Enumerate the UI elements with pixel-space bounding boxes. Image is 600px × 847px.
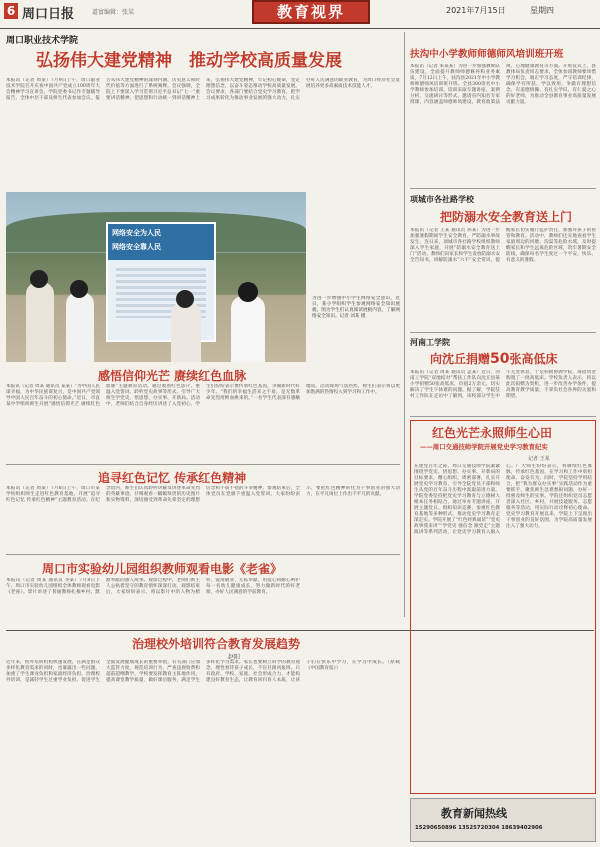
issue-weekday: 星期四 xyxy=(530,6,554,15)
main-story-headline: 弘扬伟大建党精神 推动学校高质量发展 xyxy=(36,51,342,71)
story5-headline: 治理校外培训符合教育发展趋势 xyxy=(132,637,301,651)
story2-headline: 感悟信仰光芒 赓续红色血脉 xyxy=(98,369,247,383)
hotline-title: 教育新闻热线 xyxy=(441,807,507,820)
hotline-numbers: 15290650896 13525720304 18639402906 xyxy=(415,825,543,831)
story5-byline: 赵阳 xyxy=(228,654,241,661)
right3-kicker: 河南工学院 xyxy=(410,338,450,347)
story2-body: 本报讯（记者 周某 通讯员 某某）“为中国人民谋幸福，为中华民族谋复兴，是中国共产党领导中国人民百年奋斗的初心使命。”近日，市直某中学组织师生开展“感悟信仰光芒 赓续红色血脉”主题教育活动，通过观看红色影片、重温入党誓词、聆听党史故事等形式，引导广大师生学党史、悟思想、办实事、开新局。活动中，老师们结合自身经历讲述了入党初心，学生们纷纷表示要传承红色基因，争做新时代好少年。“我们的幸福生活来之不易，是无数革命先烈用鲜血换来的。”一名学生代表深有感触地说。活动现场气氛热烈，师生们表示将以更加饱满的热情投入到学习和工作中。 xyxy=(6,384,400,407)
story4-body: 本报讯（记者 周某 通讯员 李某）7月8日下午，周口市实验幼儿园组织全体教师观看电影《老雀》。影片讲述了普通教师扎根乡村、默默奉献的感人故事。观影过程中，老师们被主人公执着坚守的教育情怀深深打动。观影结束后，大家纷纷表示，将以影片中的人物为榜样，爱岗敬业、无私奉献，用爱心和耐心呵护每一名幼儿健康成长，努力做新时代的好老师，办好人民满意的学前教育。 xyxy=(6,578,300,595)
right3-headline-num: 50 xyxy=(490,351,510,367)
right2-kicker: 项城市各社路学校 xyxy=(410,195,474,204)
hotline-banner xyxy=(410,798,596,842)
right3-headline xyxy=(430,350,580,367)
right3-body: 本报讯（记者 周某 通讯员 孟某）近日，河南工学院“双地结对”帮扶工作队向沈丘县某小学捐赠50张高低床，价值2万余元，切实解决了学生午休难的问题。据了解，学院驻村工作队在走访中了解到，该校部分学生中午无处休息，于是积极协调学院，筹措资金购置了一批高低床。学校负责人表示，将以此次捐赠为契机，进一步改善办学条件，提高教育教学质量，不辜负社会各界的关爱和期望。 xyxy=(410,370,596,399)
paper-name: 周口日报 xyxy=(22,7,75,22)
right1-headline: 扶沟中小学教师师德师风培训班开班 xyxy=(410,49,564,60)
student-figure xyxy=(171,302,201,362)
right2-body: 本报讯（记者 王某 通讯员 孙某）为进一步加强暑假期间学生安全教育，严防溺水事故发生，连日来，项城市各社路学校组织教师深入学生家庭，开展“防溺水安全教育送上门”活动。教师们向家长和学生发放防溺水安全告知书，讲解防溺水“六不”安全常识，提醒家长切实履行监护责任，加强对孩子的看管和教育。活动中，教师们还实地查看学生家庭周边的河塘、沟渠等危险水域，及时提醒家长和学生远离危险区域，筑牢暑期安全防线，确保每名学生度过一个平安、快乐、有意义的暑假。 xyxy=(410,228,596,263)
main-story-body: 本报讯（记者 周某）7月9日上午，周口职业技术学院召开庆祝中国共产党成立100周年大会精神学习宣讲会。学院党委书记作专题辅导报告，全体中层干部及师生代表参加会议。报告从伟大建党精神的深刻内涵、历史意义和时代价值等方面进行了系统阐释。会议强调，全院上下要深入学习贯彻习近平总书记“七一”重要讲话精神，把思想和行动统一到讲话精神上来，弘扬伟大建党精神，牢记初心使命，坚定理想信念，以奋斗姿态推动学校高质量发展。会议要求，各部门要结合党史学习教育，把学习成果转化为推动事业发展的强大动力，扎实办好人民满意的职业教育，为周口经济社会发展培养更多高素质技术技能人才。 xyxy=(6,78,400,101)
story3-headline: 追寻红色记忆 传承红色精神 xyxy=(98,471,247,485)
student-figure xyxy=(26,282,54,362)
right3-headline-post: 张高低床 xyxy=(509,352,558,366)
main-story-kicker: 周口职业技术学院 xyxy=(6,36,79,46)
story4-headline: 周口市实验幼儿园组织教师观看电影《老雀》 xyxy=(42,562,283,576)
right4-subhead: ——周口交通技师学院开展党史学习教育纪实 xyxy=(420,443,548,451)
story5-body: 近年来，校外培训机构快速发展，在满足群众多样化教育需求的同时，也暴露出一些问题，加重了学生课业负担和家庭经济负担。治理校外培训，是减轻学生过重学业负担、促进学生全面发展健康成长的重要举措。有关部门应加大监管力度，规范培训行为，严查违规收费和超前超纲教学。学校要发挥教育主阵地作用，提高课堂教学质量，做好课后服务，满足学生多样化学习需求。家长也要树立科学的教育观念，理性看待孩子成长，不盲目跟风报班。只有政府、学校、家庭、社会形成合力，才能构建良好教育生态，让教育回归育人本质，让孩子们在快乐中学习，在学习中成长。（原载《中国教育报》） xyxy=(6,660,400,683)
right4-headline: 红色光芒永照师生心田 xyxy=(432,426,553,440)
right4-byline: 记者 王某 xyxy=(528,456,550,462)
section-banner xyxy=(252,0,370,24)
right2-headline: 把防溺水安全教育送上门 xyxy=(440,210,573,224)
right3-headline-pre: 向沈丘捐赠 xyxy=(430,352,491,366)
student-figure xyxy=(231,296,265,362)
board-slogan-1: 网络安全为人民 xyxy=(112,229,161,237)
masthead-divider xyxy=(0,28,600,29)
student-figure xyxy=(66,292,94,362)
column-divider xyxy=(404,32,405,617)
photo-caption: 为进一步增强中小学生网络安全意识，近日，某小学组织学生参观网络安全知识展板。图为学生们认真阅读展板内容，了解网络安全知识。记者 刘某 摄 xyxy=(312,296,400,319)
right1-body: 本报讯（记者 朱某某）为进一步加强教师队伍建设，全面提升教师师德修养和业务素质，7月12日上午，扶沟县2021年中小学教师师德师风培训班开班。全县300余名中小学教师参加培训。培训采取专题讲座、案例分析、交流研讨等形式，邀请省内知名专家授课，内容涵盖师德师风建设、教育政策法规、心理健康教育等方面。开班仪式上，县教体局负责同志要求，全体参训教师要珍惜学习机会，端正学习态度，严守培训纪律，确保学有所获、学以致用，争做有理想信念、有道德情操、有扎实学识、有仁爱之心的好老师，为推动全县教育事业高质量发展贡献力量。 xyxy=(410,64,596,105)
right4-body: 在建党百年之际，周口交通技师学院紧紧围绕学党史、悟思想、办实事、开新局的目标要求，精心组织、周密部署，扎实开展党史学习教育，引导全院党员干部和师生从党的百年奋斗历程中汲取前进力量。学院党委坚持把党史学习教育与立德树人根本任务相结合，通过举办专题讲座、开展主题党日、组织知识竞赛、参观红色教育基地等多种形式，推动党史学习教育走深走实。学院开展了“红色经典诵读”“党史故事我来讲”“学党史 强信念 跟党走”主题演讲等系列活动，让党史学习教育入脑入心。广大师生纷纷表示，将赓续红色血脉，传承红色基因，在学习和工作中勇担使命、奋发有为。同时，学院坚持学用结合，把“我为群众办实事”实践活动作为重要抓手，聚焦师生急难愁盼问题，办好一批惠及师生的实事。学院还组织党员志愿者深入社区、乡村，开展技能服务、志愿服务等活动，用实际行动诠释初心使命。党史学习教育开展以来，学院上下呈现出干事创业的良好氛围，为学院高质量发展注入了强大动力。 xyxy=(414,464,592,535)
news-photo xyxy=(6,192,306,362)
masthead xyxy=(0,0,600,30)
board-slogan-2: 网络安全靠人民 xyxy=(112,243,161,251)
section-title: 教育视界 xyxy=(276,3,345,21)
editor-meta: 道富编辑：张某 xyxy=(92,9,135,16)
board-header xyxy=(108,224,214,260)
story3-body: 本报讯（记者 周某）7月8日上午，周口市某学校组织师生走进红色教育基地，开展“追寻红色记忆 传承红色精神”主题教育活动。在纪念馆内，师生们认真聆听讲解员讲述革命先烈的英雄事迹，仔细观看一幅幅珍贵的历史图片和实物资料，深切感受到革命先辈坚定的理想信念和不屈不挠的斗争精神。参观结束后，全体党员在党旗下重温入党誓词。大家纷纷表示，要把红色精神转化为干事创业的强大动力，在平凡岗位上作出不平凡的贡献。 xyxy=(6,486,400,503)
page-number-box xyxy=(4,3,18,19)
issue-date: 2021年7月15日 xyxy=(446,6,506,15)
page-number: 6 xyxy=(6,4,16,18)
